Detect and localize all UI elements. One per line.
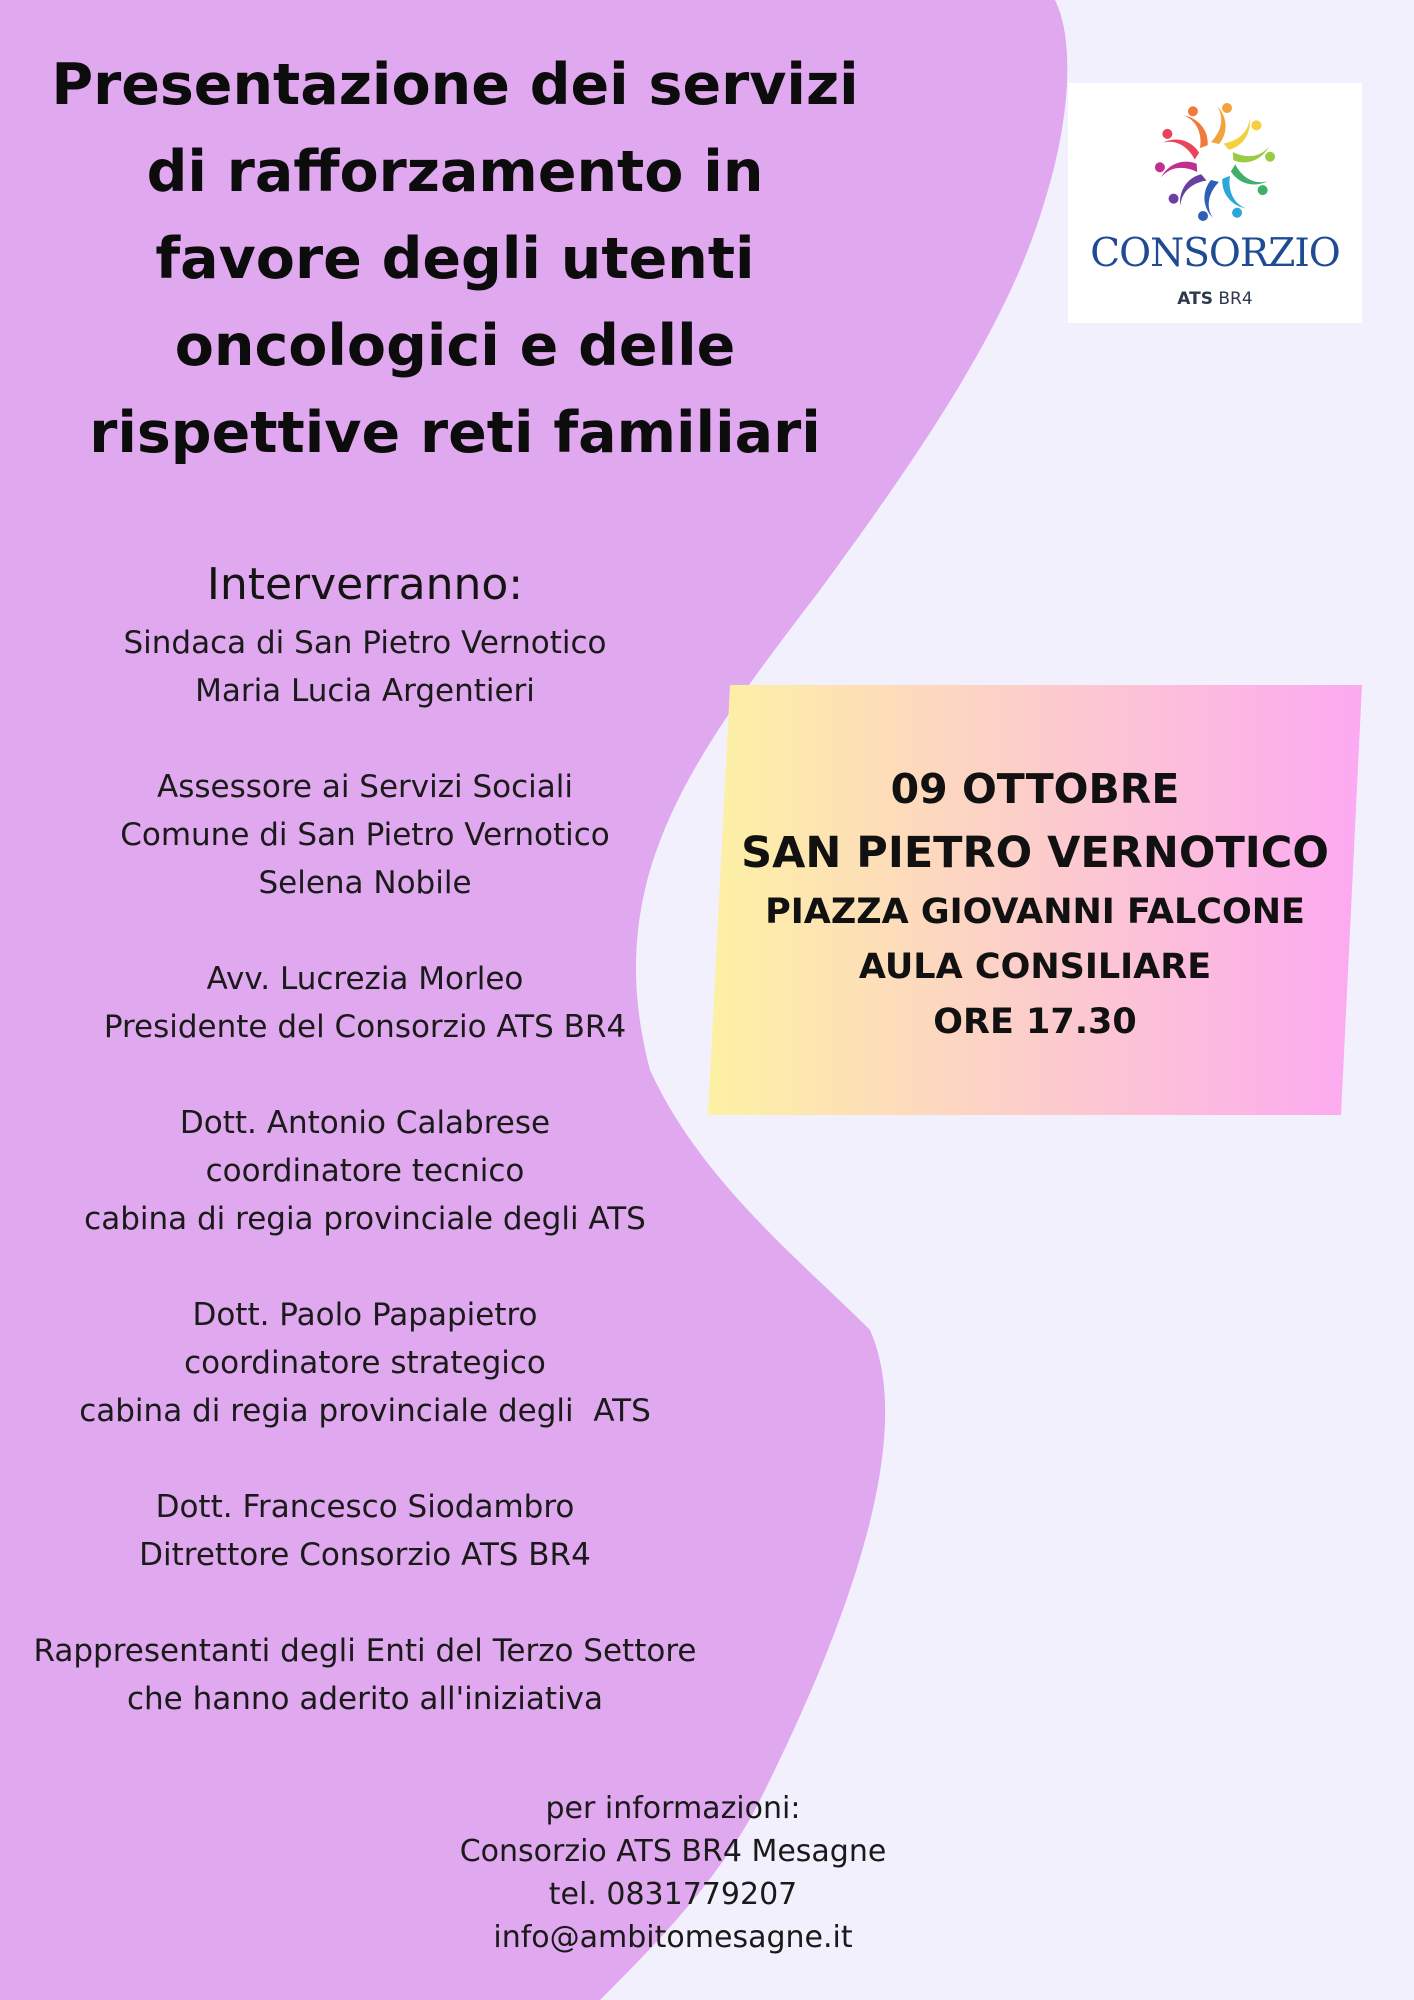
logo-petal	[1227, 164, 1272, 197]
title-line: Presentazione dei servizi	[51, 52, 859, 118]
title-line: rispettive reti familiari	[89, 400, 821, 466]
info-email-link[interactable]: info@ambitomesagne.it	[493, 1920, 853, 1955]
speaker-line: Ditrettore Consorzio ATS BR4	[139, 1537, 591, 1573]
speaker-group	[10, 619, 720, 715]
speaker-line: Selena Nobile	[258, 865, 472, 901]
event-room: AULA CONSILIARE	[858, 947, 1212, 987]
page-title	[40, 42, 870, 477]
speaker-line: Avv. Lucrezia Morleo	[206, 961, 524, 997]
event-date: 09 OTTOBRE	[890, 765, 1180, 813]
contact-info	[400, 1787, 946, 1959]
speaker-group	[10, 1099, 720, 1243]
speaker-line: Dott. Francesco Siodambro	[155, 1489, 575, 1525]
speaker-group	[10, 955, 720, 1051]
event-text	[708, 757, 1362, 1050]
speaker-line: Comune di San Pietro Vernotico	[120, 817, 610, 853]
speaker-line: Rappresentanti degli Enti del Terzo Settore	[33, 1633, 697, 1669]
speaker-line: Dott. Antonio Calabrese	[179, 1105, 551, 1141]
speaker-group	[10, 1483, 720, 1579]
info-org: Consorzio ATS BR4 Mesagne	[459, 1834, 887, 1869]
colorful-people-circle-icon	[1148, 95, 1282, 229]
event-details-box	[708, 685, 1362, 1115]
speakers-section	[10, 555, 720, 1771]
consorzio-logo	[1068, 83, 1362, 323]
event-time: ORE 17.30	[933, 1002, 1137, 1042]
speaker-line: Sindaca di San Pietro Vernotico	[123, 625, 607, 661]
event-square: PIAZZA GIOVANNI FALCONE	[765, 892, 1305, 932]
title-line: di rafforzamento in	[146, 139, 764, 205]
speaker-line: coordinatore strategico	[184, 1345, 546, 1381]
logo-petal	[1158, 128, 1203, 161]
title-line: oncologici e delle	[174, 313, 736, 379]
logo-petal	[1222, 112, 1263, 158]
speaker-line: Dott. Paolo Papapietro	[192, 1297, 538, 1333]
logo-petal	[1167, 167, 1208, 213]
speaker-line: Maria Lucia Argentieri	[195, 673, 535, 709]
speaker-line: Presidente del Consorzio ATS BR4	[103, 1009, 627, 1045]
info-phone: tel. 0831779207	[548, 1877, 798, 1912]
logo-sub-rest: BR4	[1212, 289, 1253, 309]
speaker-group	[10, 1627, 720, 1723]
speaker-line: cabina di regia provinciale degli ATS	[84, 1201, 646, 1237]
logo-sub-bold: ATS	[1177, 289, 1213, 309]
logo-petal	[1198, 180, 1219, 221]
speaker-group	[10, 1291, 720, 1435]
event-city: SAN PIETRO VERNOTICO	[741, 828, 1329, 878]
speaker-group	[10, 763, 720, 907]
logo-subtitle	[1068, 289, 1362, 309]
info-label: per informazioni:	[545, 1791, 801, 1826]
speaker-line: che hanno aderito all'iniziativa	[126, 1681, 604, 1717]
title-line: favore degli utenti	[155, 226, 755, 292]
logo-wordmark: CONSORZIO	[1090, 231, 1340, 276]
speaker-line: coordinatore tecnico	[205, 1153, 525, 1189]
logo-petal	[1211, 103, 1232, 144]
speaker-line: cabina di regia provinciale degli ATS	[79, 1393, 651, 1429]
speaker-line: Assessore ai Servizi Sociali	[156, 769, 574, 805]
speakers-heading: Interverranno:	[206, 559, 524, 610]
